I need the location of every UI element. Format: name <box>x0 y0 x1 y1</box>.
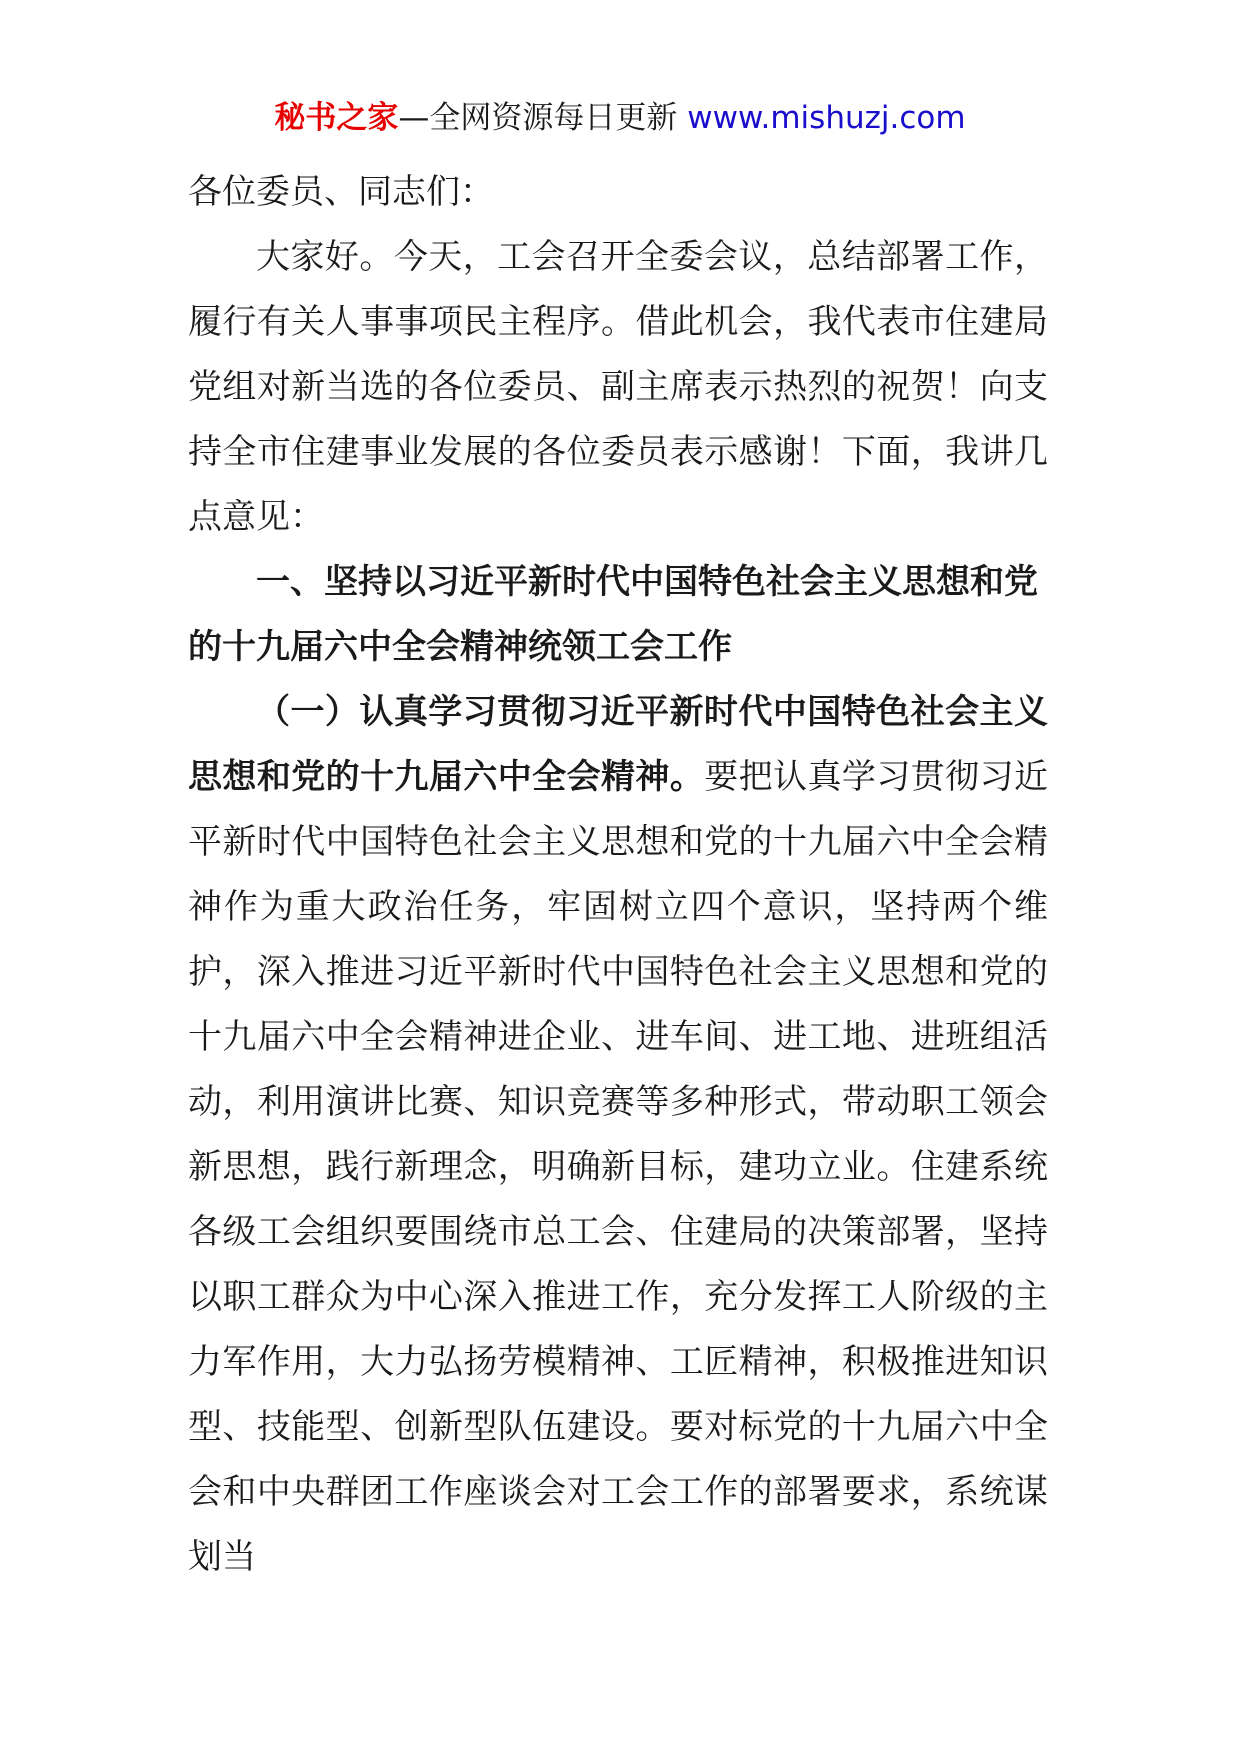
subsection-title: （一）认真学习贯彻习近平新时代中国特色社会主义思想和党的十九届六中全会精神。 <box>188 692 1048 797</box>
watermark-header <box>0 98 1240 138</box>
site-url-link[interactable]: www.mishuzj.com <box>687 100 966 136</box>
document-body <box>188 160 1048 1590</box>
salutation: 各位委员、同志们： <box>188 172 494 212</box>
header-tagline: —全网资源每日更新 <box>398 100 678 136</box>
brand-name: 秘书之家 <box>274 100 399 136</box>
intro-paragraph: 大家好。今天，工会召开全委会议，总结部署工作，履行有关人事事项民主程序。借此机会，我代表市住建局党组对新当选的各位委员、副主席表示热烈的祝贺！向支持全市住建事业发展的各位委员表示感谢！下面，我讲几点意见： <box>188 237 1048 537</box>
section-heading: 一、坚持以习近平新时代中国特色社会主义思想和党的十九届六中全会精神统领工会工作 <box>188 562 1038 667</box>
subsection-body: 要把认真学习贯彻习近平新时代中国特色社会主义思想和党的十九届六中全会精神作为重大政治任务，牢固树立四个意识，坚持两个维护，深入推进习近平新时代中国特色社会主义思想和党的十九届六中全会精神进企业、进车间、进工地、进班组活动，利用演讲比赛、知识竞赛等多种形式，带动职工领会新思想，践行新理念，明确新目标，建功立业。住建系统各级工会组织要围绕市总工会、住建局的决策部署，坚持以职工群众为中心深入推进工作，充分发挥工人阶级的主力军作用，大力弘扬劳模精神、工匠精神，积极推进知识型、技能型、创新型队伍建设。要对标党的十九届六中全会和中央群团工作座谈会对工会工作的部署要求，系统谋划当 <box>188 757 1048 1577</box>
subsection-paragraph <box>188 680 1048 1590</box>
